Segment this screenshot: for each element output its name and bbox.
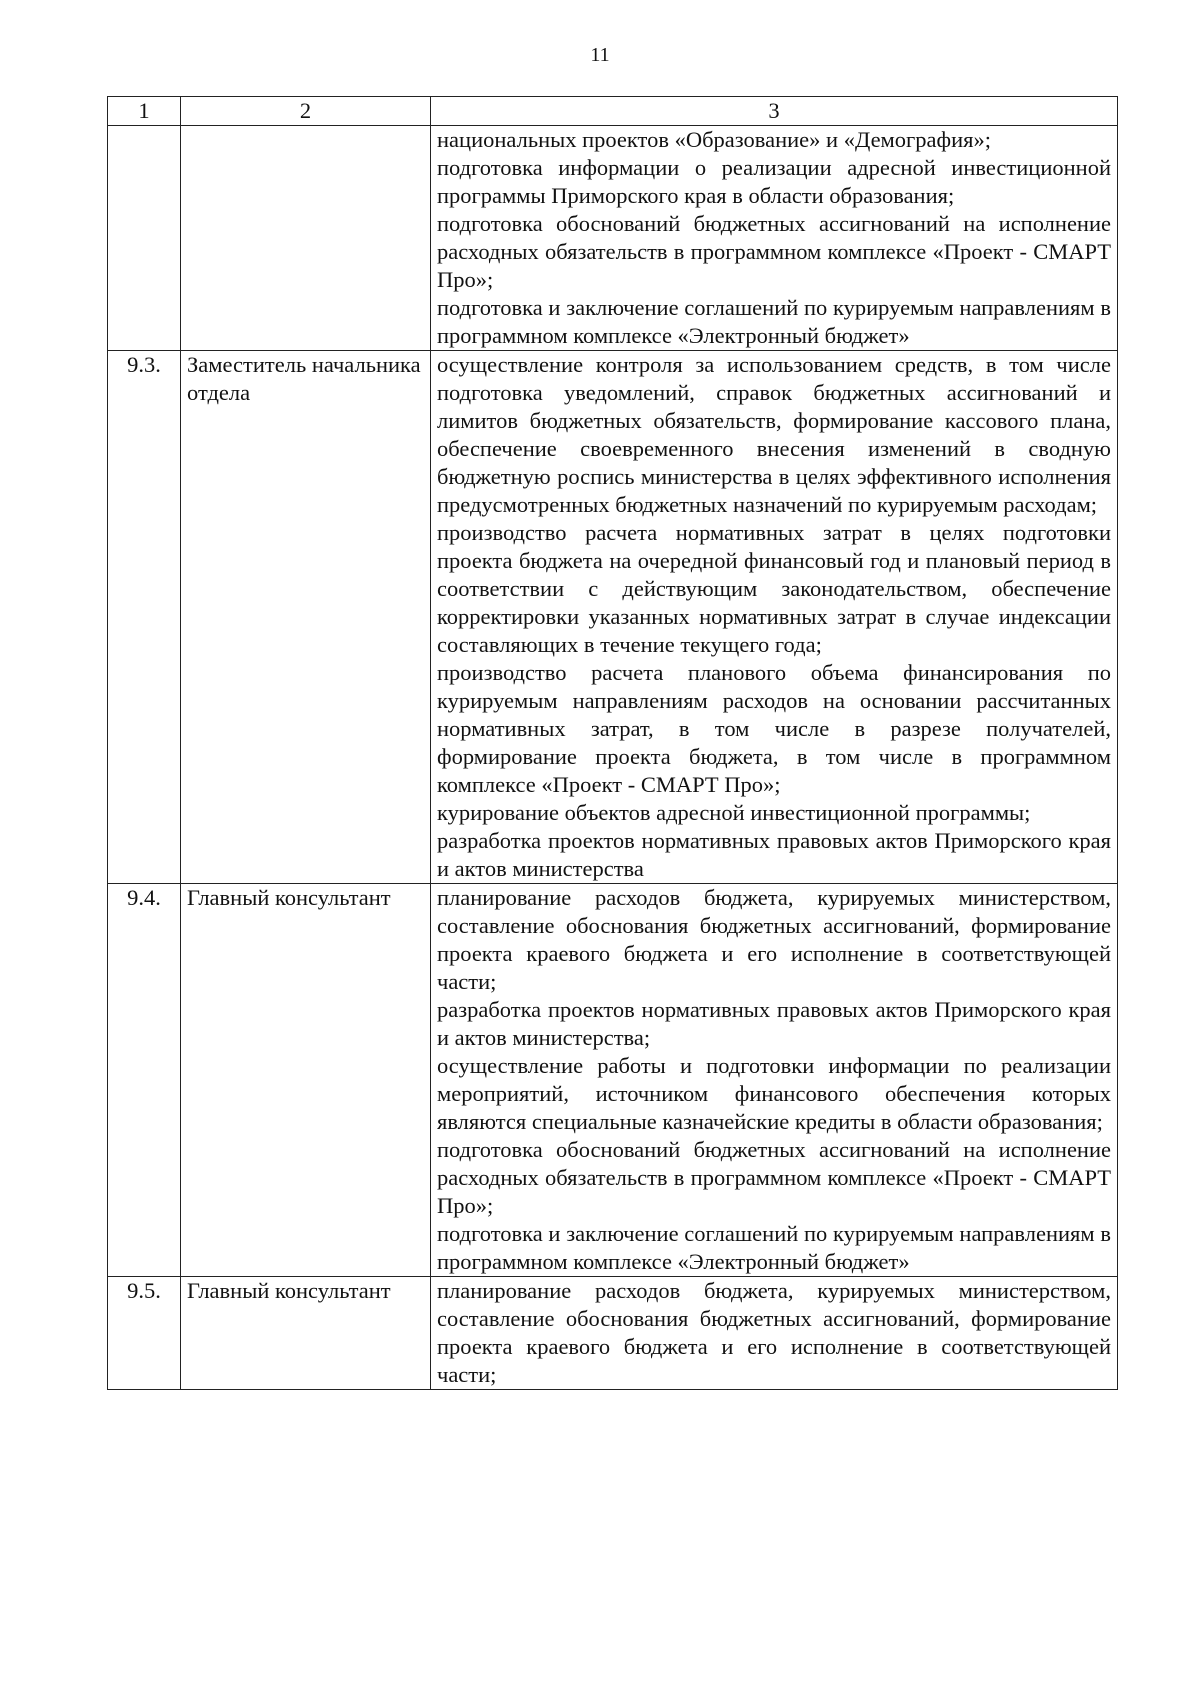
duty-item: подготовка обоснований бюджетных ассигнований на исполнение расходных обязательств в программном комплексе «Проект - СМАРТ Про»;: [437, 1137, 1111, 1218]
duty-item: осуществление работы и подготовки информации по реализации мероприятий, источником финансового обеспечения которых являются специальные казначейские кредиты в области образования;: [437, 1053, 1111, 1134]
duty-item: производство расчета нормативных затрат в целях подготовки проекта бюджета на очередной финансовый год и плановый период в соответствии с действующим законодательством, обеспечение корректировки указанных нормативных затрат в случае индексации составляющих в течение текущего года;: [437, 520, 1111, 657]
duty-item: производство расчета планового объема финансирования по курируемым направлениям расходов на основании рассчитанных нормативных затрат, в том числе в разрезе получателей, формирование проекта бюджета, в том числе в программном комплексе «Проект - СМАРТ Про»;: [437, 660, 1111, 797]
column-header: 3: [431, 97, 1118, 126]
duties-cell: [431, 351, 1118, 884]
table-row: [108, 351, 1118, 884]
table-row: [108, 1277, 1118, 1390]
duty-item: разработка проектов нормативных правовых актов Приморского края и актов министерства;: [437, 997, 1111, 1050]
position-title: Главный консультант: [181, 1277, 431, 1390]
table-row: [108, 884, 1118, 1277]
row-number: 9.3.: [108, 351, 181, 884]
duty-item: национальных проектов «Образование» и «Демография»;: [437, 127, 991, 152]
row-number: 9.5.: [108, 1277, 181, 1390]
column-header: 1: [108, 97, 181, 126]
row-number: [108, 126, 181, 351]
row-number: 9.4.: [108, 884, 181, 1277]
responsibilities-table: [107, 96, 1118, 1390]
duty-item: разработка проектов нормативных правовых актов Приморского края и актов министерства: [437, 828, 1111, 881]
table-header-row: [108, 97, 1118, 126]
duty-item: планирование расходов бюджета, курируемых министерством, составление обоснования бюджетных ассигнований, формирование проекта краевого бюджета и его исполнение в соответствующей части;: [437, 1278, 1111, 1387]
position-title: Заместитель начальника отдела: [181, 351, 431, 884]
page-number: 11: [590, 44, 610, 66]
duties-cell: [431, 884, 1118, 1277]
column-header: 2: [181, 97, 431, 126]
position-title: [181, 126, 431, 351]
duty-item: подготовка информации о реализации адресной инвестиционной программы Приморского края в области образования;: [437, 155, 1111, 208]
duty-item: подготовка обоснований бюджетных ассигнований на исполнение расходных обязательств в программном комплексе «Проект - СМАРТ Про»;: [437, 211, 1111, 292]
duty-item: подготовка и заключение соглашений по курируемым направлениям в программном комплексе «Электронный бюджет»: [437, 295, 1111, 348]
table-row: [108, 126, 1118, 351]
position-title: Главный консультант: [181, 884, 431, 1277]
duty-item: планирование расходов бюджета, курируемых министерством, составление обоснования бюджетных ассигнований, формирование проекта краевого бюджета и его исполнение в соответствующей части;: [437, 885, 1111, 994]
duties-cell: [431, 126, 1118, 351]
duties-cell: [431, 1277, 1118, 1390]
duty-item: подготовка и заключение соглашений по курируемым направлениям в программном комплексе «Электронный бюджет»: [437, 1221, 1111, 1274]
duty-item: курирование объектов адресной инвестиционной программы;: [437, 800, 1031, 825]
duty-item: осуществление контроля за использованием средств, в том числе подготовка уведомлений, справок бюджетных ассигнований и лимитов бюджетных обязательств, формирование кассового плана, обеспечение своевременного внесения изменений в сводную бюджетную роспись министерства в целях эффективного исполнения предусмотренных бюджетных назначений по курируемым расходам;: [437, 352, 1111, 517]
